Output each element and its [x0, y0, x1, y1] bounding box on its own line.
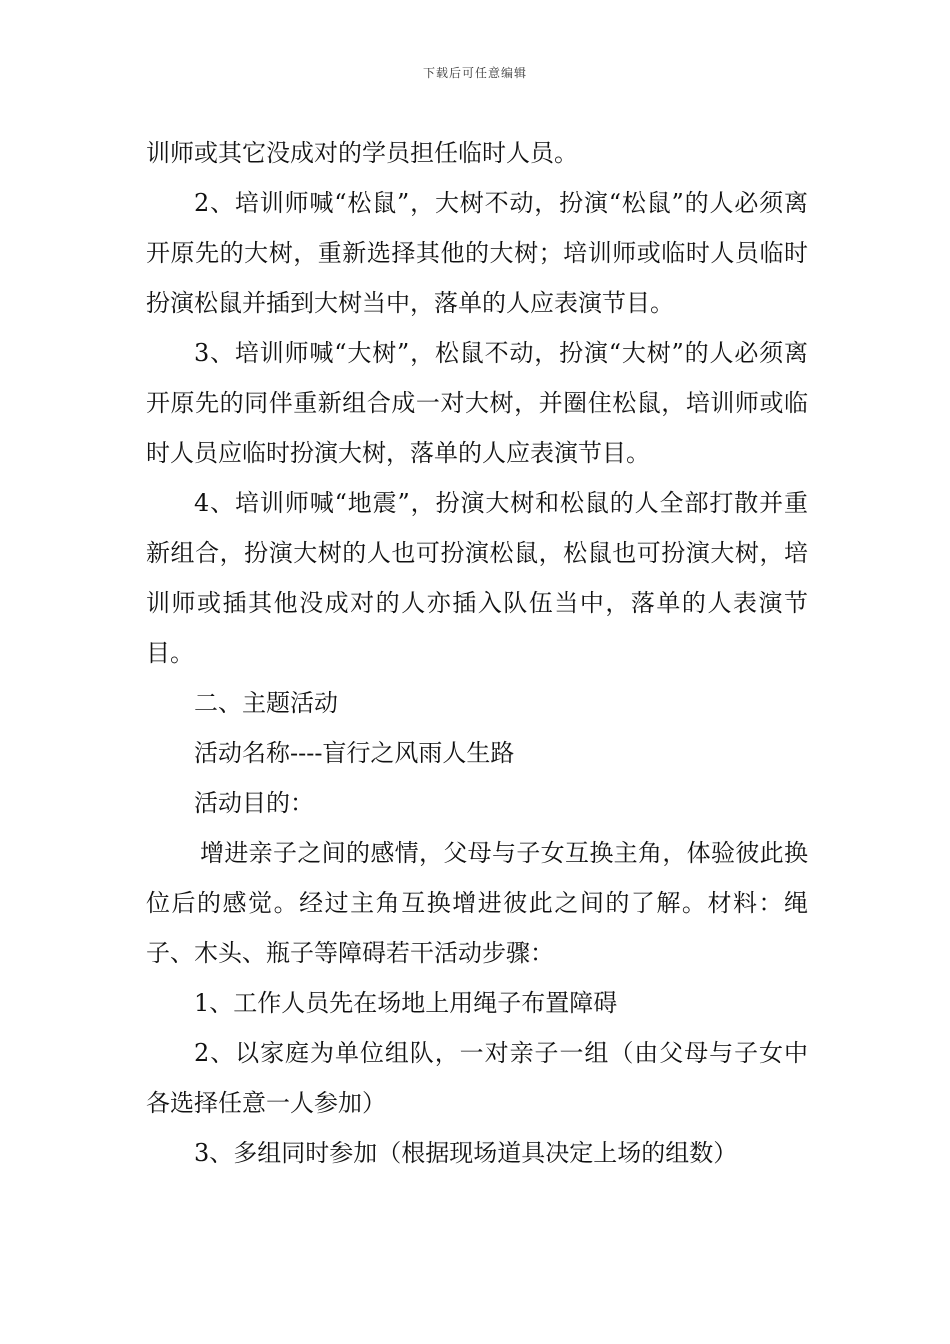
page-header: 下载后可任意编辑: [422, 66, 527, 80]
activity-purpose-text: 增进亲子之间的感情，父母与子女互换主角，体验彼此换位后的感觉。经过主角互换增进彼此之间的了解。材料：绳子、木头、瓶子等障碍若干活动步骤：: [146, 839, 808, 967]
paragraph-continuation: 训师或其它没成对的学员担任临时人员。: [146, 139, 578, 167]
activity-step-2: 2、以家庭为单位组队，一对亲子一组（由父母与子女中各选择任意一人参加）: [146, 1039, 808, 1117]
activity-name: 活动名称----盲行之风雨人生路: [194, 739, 515, 767]
document-body: [146, 128, 808, 1178]
section-heading-theme-activity: 二、主题活动: [194, 689, 338, 717]
paragraph-step-3-tree: 3、培训师喊“大树”，松鼠不动，扮演“大树”的人必须离开原先的同伴重新组合成一对大树，并圈住松鼠，培训师或临时人员应临时扮演大树，落单的人应表演节目。: [146, 339, 808, 467]
activity-step-1: 1、工作人员先在场地上用绳子布置障碍: [194, 989, 618, 1017]
activity-step-3: 3、多组同时参加（根据现场道具决定上场的组数）: [194, 1139, 738, 1167]
paragraph-step-2-squirrel: 2、培训师喊“松鼠”，大树不动，扮演“松鼠”的人必须离开原先的大树，重新选择其他的大树；培训师或临时人员临时扮演松鼠并插到大树当中，落单的人应表演节目。: [146, 189, 808, 317]
activity-purpose-label: 活动目的：: [194, 789, 314, 817]
paragraph-step-4-earthquake: 4、培训师喊“地震”，扮演大树和松鼠的人全部打散并重新组合，扮演大树的人也可扮演松鼠，松鼠也可扮演大树，培训师或插其他没成对的人亦插入队伍当中，落单的人表演节目。: [146, 489, 808, 667]
